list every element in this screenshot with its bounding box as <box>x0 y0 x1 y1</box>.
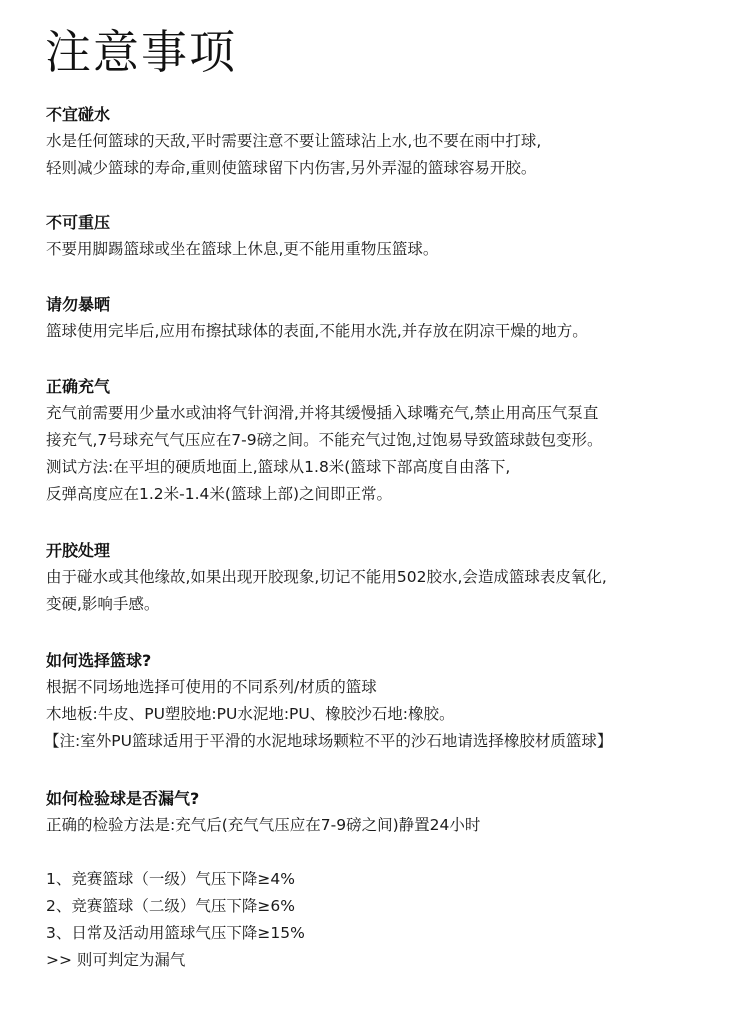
section-heading: 开胶处理 <box>46 541 111 560</box>
list-item: 3、日常及活动用篮球气压下降≥15% <box>46 924 305 942</box>
paragraph-line: 测试方法:在平坦的硬质地面上,篮球从1.8米(篮球下部高度自由落下, <box>46 458 511 476</box>
paragraph-line: 正确的检验方法是:充气后(充气气压应在7-9磅之间)静置24小时 <box>46 816 481 834</box>
list-item: 2、竞赛篮球（二级）气压下降≥6% <box>46 897 295 915</box>
section-heading: 不宜碰水 <box>46 105 111 124</box>
paragraph-line: 由于碰水或其他缘故,如果出现开胶现象,切记不能用502胶水,会造成篮球表皮氧化, <box>46 568 607 586</box>
paragraph-line: 充气前需要用少量水或油将气针润滑,并将其缓慢插入球嘴充气,禁止用高压气泵直 <box>46 404 599 422</box>
section-heading: 正确充气 <box>46 377 111 396</box>
leak-criteria-list <box>46 866 305 974</box>
paragraph-line: 反弹高度应在1.2米-1.4米(篮球上部)之间即正常。 <box>46 485 392 503</box>
list-item: >> 则可判定为漏气 <box>46 951 186 969</box>
paragraph-line: 不要用脚踢篮球或坐在篮球上休息,更不能用重物压篮球。 <box>46 240 439 258</box>
page-title: 注意事项 <box>45 25 237 79</box>
section-choose-ball <box>46 648 740 755</box>
section-no-water <box>46 102 740 182</box>
section-no-pressure <box>46 210 740 263</box>
section-heading: 如何选择篮球? <box>46 651 152 670</box>
paragraph-line: 木地板:牛皮、PU塑胶地:PU水泥地:PU、橡胶沙石地:橡胶。 <box>46 705 455 723</box>
paragraph-line: 轻则减少篮球的寿命,重则使篮球留下内伤害,另外弄湿的篮球容易开胶。 <box>46 159 537 177</box>
paragraph-line: 篮球使用完毕后,应用布擦拭球体的表面,不能用水洗,并存放在阴凉干燥的地方。 <box>46 322 588 340</box>
section-heading: 如何检验球是否漏气? <box>46 789 200 808</box>
paragraph-line: 水是任何篮球的天敌,平时需要注意不要让篮球沾上水,也不要在雨中打球, <box>46 132 542 150</box>
section-no-sun <box>46 292 740 345</box>
list-item: 1、竞赛篮球（一级）气压下降≥4% <box>46 870 295 888</box>
section-glue-repair <box>46 538 740 618</box>
paragraph-line: 变硬,影响手感。 <box>46 595 160 613</box>
paragraph-line: 接充气,7号球充气气压应在7-9磅之间。不能充气过饱,过饱易导致篮球鼓包变形。 <box>46 431 603 449</box>
section-heading: 不可重压 <box>46 213 111 232</box>
section-leak-check <box>46 786 740 839</box>
section-heading: 请勿暴晒 <box>46 295 111 314</box>
paragraph-line: 【注:室外PU篮球适用于平滑的水泥地球场颗粒不平的沙石地请选择橡胶材质篮球】 <box>44 732 613 750</box>
paragraph-line: 根据不同场地选择可使用的不同系列/材质的篮球 <box>46 678 377 696</box>
section-inflation <box>46 374 740 508</box>
